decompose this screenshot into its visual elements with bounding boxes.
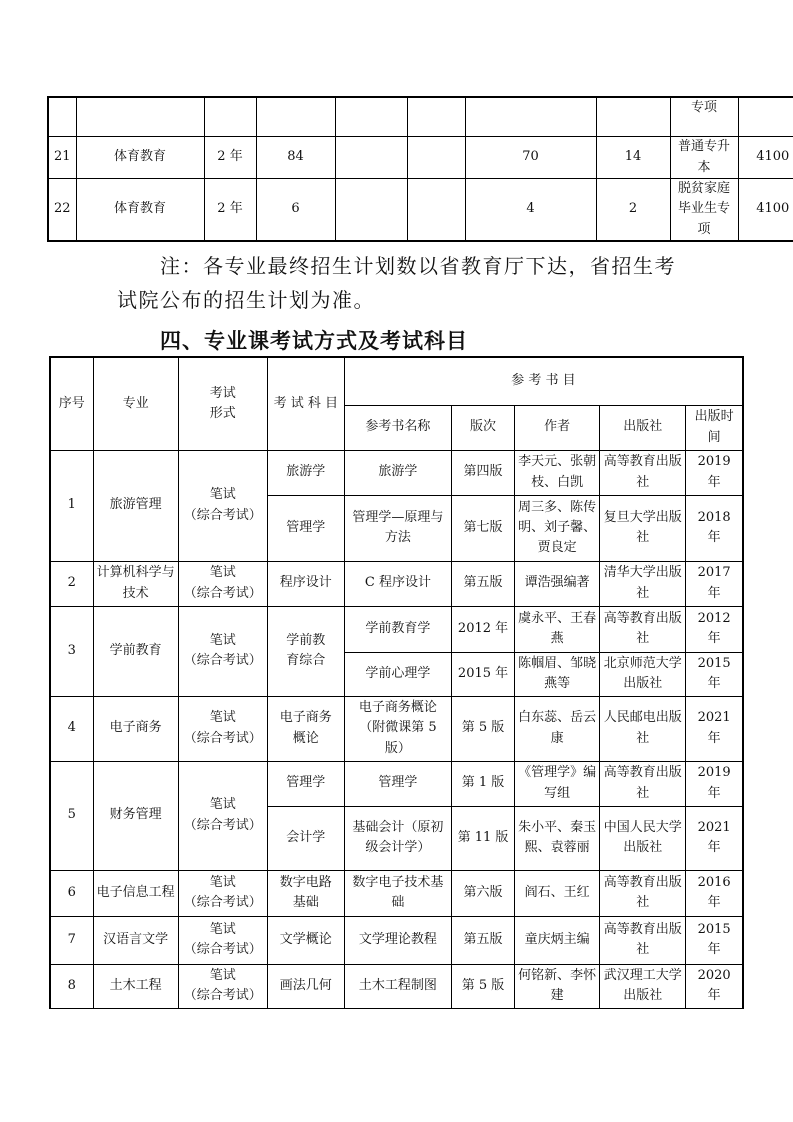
row-number: 8 <box>50 964 93 1008</box>
col-header-form: 考试形式 <box>178 357 267 450</box>
publisher-cell: 复旦大学出版社 <box>600 495 686 561</box>
author-cell: 白东蕊、岳云康 <box>515 696 600 761</box>
major-cell: 汉语言文学 <box>93 916 178 964</box>
row-number: 6 <box>50 870 93 916</box>
exam-form-cell <box>178 606 267 696</box>
empty-cell <box>335 179 407 242</box>
plan-cell: 6 <box>256 179 335 242</box>
exam-form-line: 笔试 <box>209 487 236 503</box>
exam-form-line: （综合考试） <box>183 730 262 746</box>
edition-cell: 第四版 <box>452 450 515 495</box>
row-number: 2 <box>50 561 93 606</box>
author-cell: 童庆炳主编 <box>515 916 600 964</box>
major-cell: 体育教育 <box>76 179 204 242</box>
header-row <box>50 357 743 405</box>
edition-cell: 第 11 版 <box>452 806 515 870</box>
exam-subjects-table <box>49 356 744 1009</box>
author-cell: 何铭新、李怀建 <box>515 964 600 1008</box>
row-number: 1 <box>50 450 93 561</box>
row-number: 7 <box>50 916 93 964</box>
book-cell: C 程序设计 <box>344 561 451 606</box>
exam-form-line: （综合考试） <box>183 653 262 668</box>
subject-cell: 旅游学 <box>267 450 344 495</box>
year-cell: 2021 年 <box>686 806 743 870</box>
exam-form-cell <box>178 761 267 870</box>
major-cell: 学前教育 <box>93 606 178 696</box>
count-cell: 2 <box>596 179 670 242</box>
row-number: 3 <box>50 606 93 696</box>
major-cell: 计算机科学与技术 <box>93 561 178 606</box>
exam-form-cell <box>178 696 267 761</box>
col-header-no: 序号 <box>50 357 93 450</box>
book-cell: 数字电子技术基础 <box>344 870 451 916</box>
publisher-cell: 清华大学出版社 <box>600 561 686 606</box>
edition-cell: 2012 年 <box>452 606 515 652</box>
table-row <box>50 870 743 916</box>
section-heading: 四、专业课考试方式及考试科目 <box>160 329 468 353</box>
book-cell: 旅游学 <box>344 450 451 495</box>
book-cell: 土木工程制图 <box>344 964 451 1008</box>
author-cell: 朱小平、秦玉熙、袁蓉丽 <box>515 806 600 870</box>
exam-form-cell <box>178 561 267 606</box>
edition-cell: 2015 年 <box>452 652 515 696</box>
exam-form-line: 笔试 <box>209 921 236 937</box>
publisher-cell: 人民邮电出版社 <box>600 696 686 761</box>
exam-form-cell <box>178 964 267 1008</box>
publisher-cell: 高等教育出版社 <box>600 916 686 964</box>
publisher-cell: 中国人民大学出版社 <box>600 806 686 870</box>
table-row <box>50 606 743 652</box>
empty-cell <box>407 137 465 179</box>
row-number: 21 <box>48 137 76 179</box>
author-cell: 陈帼眉、邹晓燕等 <box>515 652 600 696</box>
book-cell: 学前心理学 <box>344 652 451 696</box>
edition-cell: 第 5 版 <box>452 964 515 1008</box>
edition-cell: 第 1 版 <box>452 761 515 806</box>
table-row <box>50 916 743 964</box>
exam-form-line: 笔试 <box>209 874 236 890</box>
book-cell: 基础会计（原初级会计学） <box>344 806 451 870</box>
edition-cell: 第五版 <box>452 561 515 606</box>
years-cell: 2 年 <box>204 137 256 179</box>
major-cell: 电子商务 <box>93 696 178 761</box>
count-cell: 14 <box>596 137 670 179</box>
exam-form-line: 笔试 <box>209 565 236 581</box>
exam-form-line: 笔试 <box>209 710 236 726</box>
subject-cell: 会计学 <box>267 806 344 870</box>
exam-form-line: 笔试 <box>209 797 236 813</box>
edition-cell: 第七版 <box>452 495 515 561</box>
empty-cell <box>335 137 407 179</box>
exam-form-cell <box>178 916 267 964</box>
major-cell: 电子信息工程 <box>93 870 178 916</box>
exam-form-line: （综合考试） <box>183 585 262 601</box>
edition-cell: 第六版 <box>452 870 515 916</box>
note-line-2: 试院公布的招生计划为准。 <box>117 288 375 312</box>
year-cell: 2015 年 <box>686 916 743 964</box>
major-cell: 土木工程 <box>93 964 178 1008</box>
col-header-publisher: 出版社 <box>600 405 686 450</box>
year-cell: 2017 年 <box>686 561 743 606</box>
count-cell: 4 <box>465 179 596 242</box>
table-row <box>50 696 743 761</box>
book-cell: 电子商务概论（附微课第 5 版） <box>344 696 451 761</box>
col-header-year: 出版时间 <box>686 405 743 450</box>
exam-form-line: 笔试 <box>209 632 236 648</box>
subject-cell: 学前教育综合 <box>267 606 344 696</box>
major-cell: 旅游管理 <box>93 450 178 561</box>
row-number: 22 <box>48 179 76 242</box>
publisher-cell: 高等教育出版社 <box>600 450 686 495</box>
subject-cell: 数字电路基础 <box>267 870 344 916</box>
book-cell: 学前教育学 <box>344 606 451 652</box>
subject-cell: 画法几何 <box>267 964 344 1008</box>
col-header-author: 作者 <box>515 405 600 450</box>
table-row <box>50 761 743 806</box>
subject-cell: 文学概论 <box>267 916 344 964</box>
author-cell: 谭浩强编著 <box>515 561 600 606</box>
table-row <box>50 561 743 606</box>
publisher-cell: 高等教育出版社 <box>600 870 686 916</box>
exam-form-line: （综合考试） <box>183 942 262 957</box>
empty-cell <box>407 179 465 242</box>
row-number: 4 <box>50 696 93 761</box>
exam-form-line: （综合考试） <box>183 988 262 1003</box>
year-cell: 2019 年 <box>686 450 743 495</box>
plan-cell: 84 <box>256 137 335 179</box>
fee-cell: 4100 <box>738 179 793 242</box>
author-cell: 周三多、陈传明、刘子馨、贾良定 <box>515 495 600 561</box>
publisher-cell: 武汉理工大学出版社 <box>600 964 686 1008</box>
col-header-ref: 参 考 书 目 <box>344 357 743 405</box>
book-cell: 管理学 <box>344 761 451 806</box>
count-cell: 70 <box>465 137 596 179</box>
col-header-edition: 版次 <box>452 405 515 450</box>
enrollment-plan-table <box>47 96 793 242</box>
subject-cell: 管理学 <box>267 495 344 561</box>
major-cell: 体育教育 <box>76 137 204 179</box>
year-cell: 2015 年 <box>686 652 743 696</box>
year-cell: 2016 年 <box>686 870 743 916</box>
edition-cell: 第 5 版 <box>452 696 515 761</box>
year-cell: 2019 年 <box>686 761 743 806</box>
table-row <box>48 97 793 137</box>
publisher-cell: 北京师范大学出版社 <box>600 652 686 696</box>
exam-form-line: 笔试 <box>209 967 236 983</box>
table-row <box>50 450 743 495</box>
year-cell: 2020 年 <box>686 964 743 1008</box>
exam-form-line: （综合考试） <box>183 507 262 523</box>
exam-form-cell <box>178 450 267 561</box>
book-cell: 文学理论教程 <box>344 916 451 964</box>
year-cell: 2018 年 <box>686 495 743 561</box>
col-header-major: 专业 <box>93 357 178 450</box>
edition-cell: 第五版 <box>452 916 515 964</box>
col-header-subject: 考 试 科 目 <box>267 357 344 450</box>
author-cell: 李天元、张朝枝、白凯 <box>515 450 600 495</box>
subject-cell: 管理学 <box>267 761 344 806</box>
author-cell: 《管理学》编写组 <box>515 761 600 806</box>
col-header-book: 参考书名称 <box>344 405 451 450</box>
exam-form-line: （综合考试） <box>183 817 262 833</box>
major-cell: 财务管理 <box>93 761 178 870</box>
author-cell: 虞永平、王春燕 <box>515 606 600 652</box>
table-row <box>50 964 743 1008</box>
year-cell: 2021 年 <box>686 696 743 761</box>
plan-type-cell: 普通专升本 <box>670 137 738 179</box>
subject-cell: 电子商务概论 <box>267 696 344 761</box>
fee-cell: 4100 <box>738 137 793 179</box>
exam-form-line: （综合考试） <box>183 895 262 910</box>
years-cell: 2 年 <box>204 179 256 242</box>
table-row <box>48 179 793 242</box>
exam-form-cell <box>178 870 267 916</box>
note-line-1: 注：各专业最终招生计划数以省教育厅下达，省招生考 <box>160 254 676 278</box>
publisher-cell: 高等教育出版社 <box>600 606 686 652</box>
author-cell: 阎石、王红 <box>515 870 600 916</box>
book-cell: 管理学—原理与方法 <box>344 495 451 561</box>
publisher-cell: 高等教育出版社 <box>600 761 686 806</box>
table-row <box>48 137 793 179</box>
row-number: 5 <box>50 761 93 870</box>
subject-cell: 程序设计 <box>267 561 344 606</box>
plan-type-cell: 专项 <box>670 97 738 137</box>
year-cell: 2012 年 <box>686 606 743 652</box>
plan-type-cell: 脱贫家庭毕业生专项 <box>670 179 738 242</box>
